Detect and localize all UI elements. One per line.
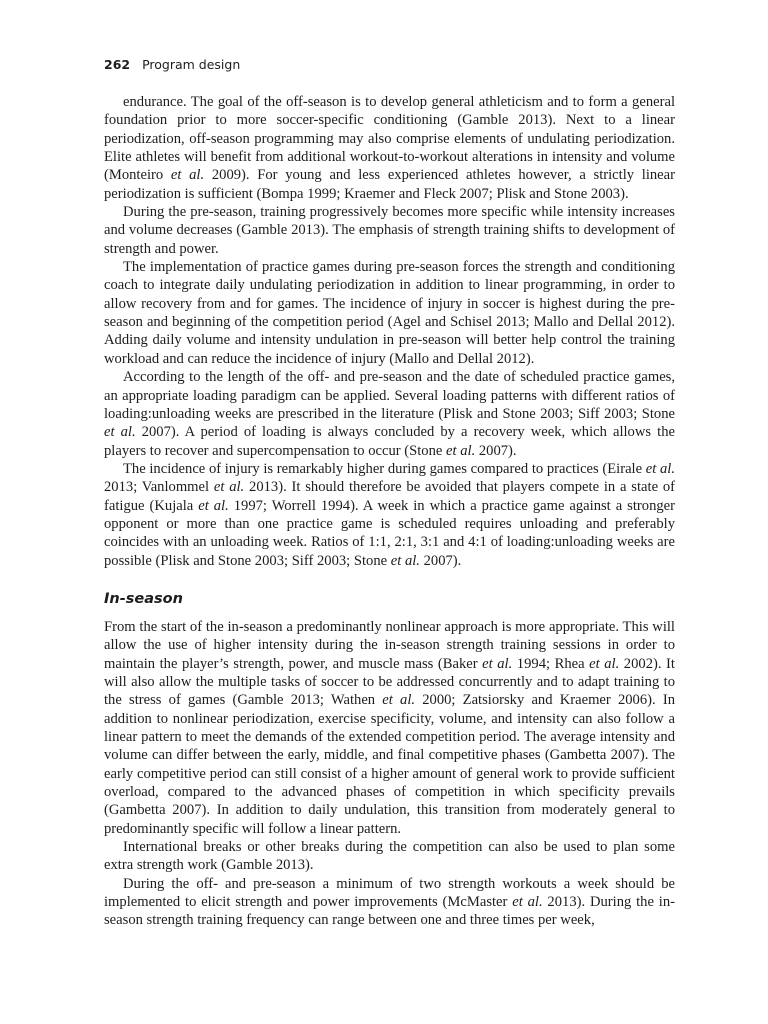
paragraphs-after-heading xyxy=(104,618,675,930)
paragraph: endurance. The goal of the off-season is to develop general athleticism and to form a general foundation prior to more soccer-specific conditioning (Gamble 2013). Next to a linear periodization, off-season programming may also comprise elements of undulating periodization. Elite athletes will benefit from additional workout-to-workout alterations in intensity and volume (Monteiro et al. 2009). For young and less experienced athletes however, a strictly linear periodization is sufficient (Bompa 1999; Kraemer and Fleck 2007; Plisk and Stone 2003). xyxy=(104,94,675,202)
paragraph: The incidence of injury is remarkably higher during games compared to practices (Eirale et al. 2013; Vanlommel et al. 2013). It should therefore be avoided that players compete in a state of fatigue (Kujala et al. 1997; Worrell 1994). A week in which a practice game against a stronger opponent or more than one practice game is scheduled requires unloading and preferably coincides with an unloading week. Ratios of 1:1, 2:1, 3:1 and 4:1 of loading:unloading weeks are possible (Plisk and Stone 2003; Siff 2003; Stone et al. 2007). xyxy=(104,460,676,569)
paragraphs-before-heading xyxy=(104,93,675,570)
body-text xyxy=(104,93,675,930)
paragraph: International breaks or other breaks during the competition can also be used to plan some extra strength work (Gamble 2013). xyxy=(104,839,675,874)
paragraph: From the start of the in-season a predominantly nonlinear approach is more appropriate. This will allow the use of higher intensity during the in-season strength training sessions in order to maintain the player’s strength, power, and muscle mass (Baker et al. 1994; Rhea et al. 2002). It will also allow the multiple tasks of soccer to be addressed concurrently and to adapt training to the stress of games (Gamble 2013; Wathen et al. 2000; Zatsiorsky and Kraemer 2006). In addition to nonlinear periodization, exercise specificity, volume, and intensity can also follow a linear pattern to meet the demands of the extended competition period. The average intensity and volume can differ between the early, middle, and final competitive phases (Gambetta 2007). The early competitive period can still consist of a higher amount of general work to provide sufficient overload, compared to the advanced phases of competition in which specificity prevails (Gambetta 2007). In addition to daily undulation, this transition from moderately general to predominantly specific will follow a linear pattern. xyxy=(104,618,676,837)
running-title: Program design xyxy=(142,57,241,72)
page-number: 262 xyxy=(104,57,131,72)
section-heading: In-season xyxy=(104,590,183,607)
running-header xyxy=(104,57,240,72)
paragraph: During the pre-season, training progressively becomes more specific while intensity increases and volume decreases (Gamble 2013). The emphasis of strength training shifts to development of strength and power. xyxy=(104,204,675,257)
paragraph: During the off- and pre-season a minimum of two strength workouts a week should be implemented to elicit strength and power improvements (McMaster et al. 2013). During the in-season strength training frequency can range between one and three times per week, xyxy=(104,875,675,929)
paragraph: According to the length of the off- and pre-season and the date of scheduled practice games, an appropriate loading paradigm can be applied. Several loading patterns with different ratios of loading:unloading weeks are prescribed in the literature (Plisk and Stone 2003; Siff 2003; Stone et al. 2007). A period of loading is always concluded by a recovery week, which allows the players to recover and supercompensation to occur (Stone et al. 2007). xyxy=(104,369,675,459)
paragraph: The implementation of practice games during pre-season forces the strength and conditioning coach to integrate daily undulating periodization in addition to linear programming, in order to allow recovery from and for games. The incidence of injury in soccer is highest during the pre-season and beginning of the competition period (Agel and Schisel 2013; Mallo and Dellal 2012). Adding daily volume and intensity undulation in pre-season will better help control the training workload and can reduce the incidence of injury (Mallo and Dellal 2012). xyxy=(104,259,675,367)
